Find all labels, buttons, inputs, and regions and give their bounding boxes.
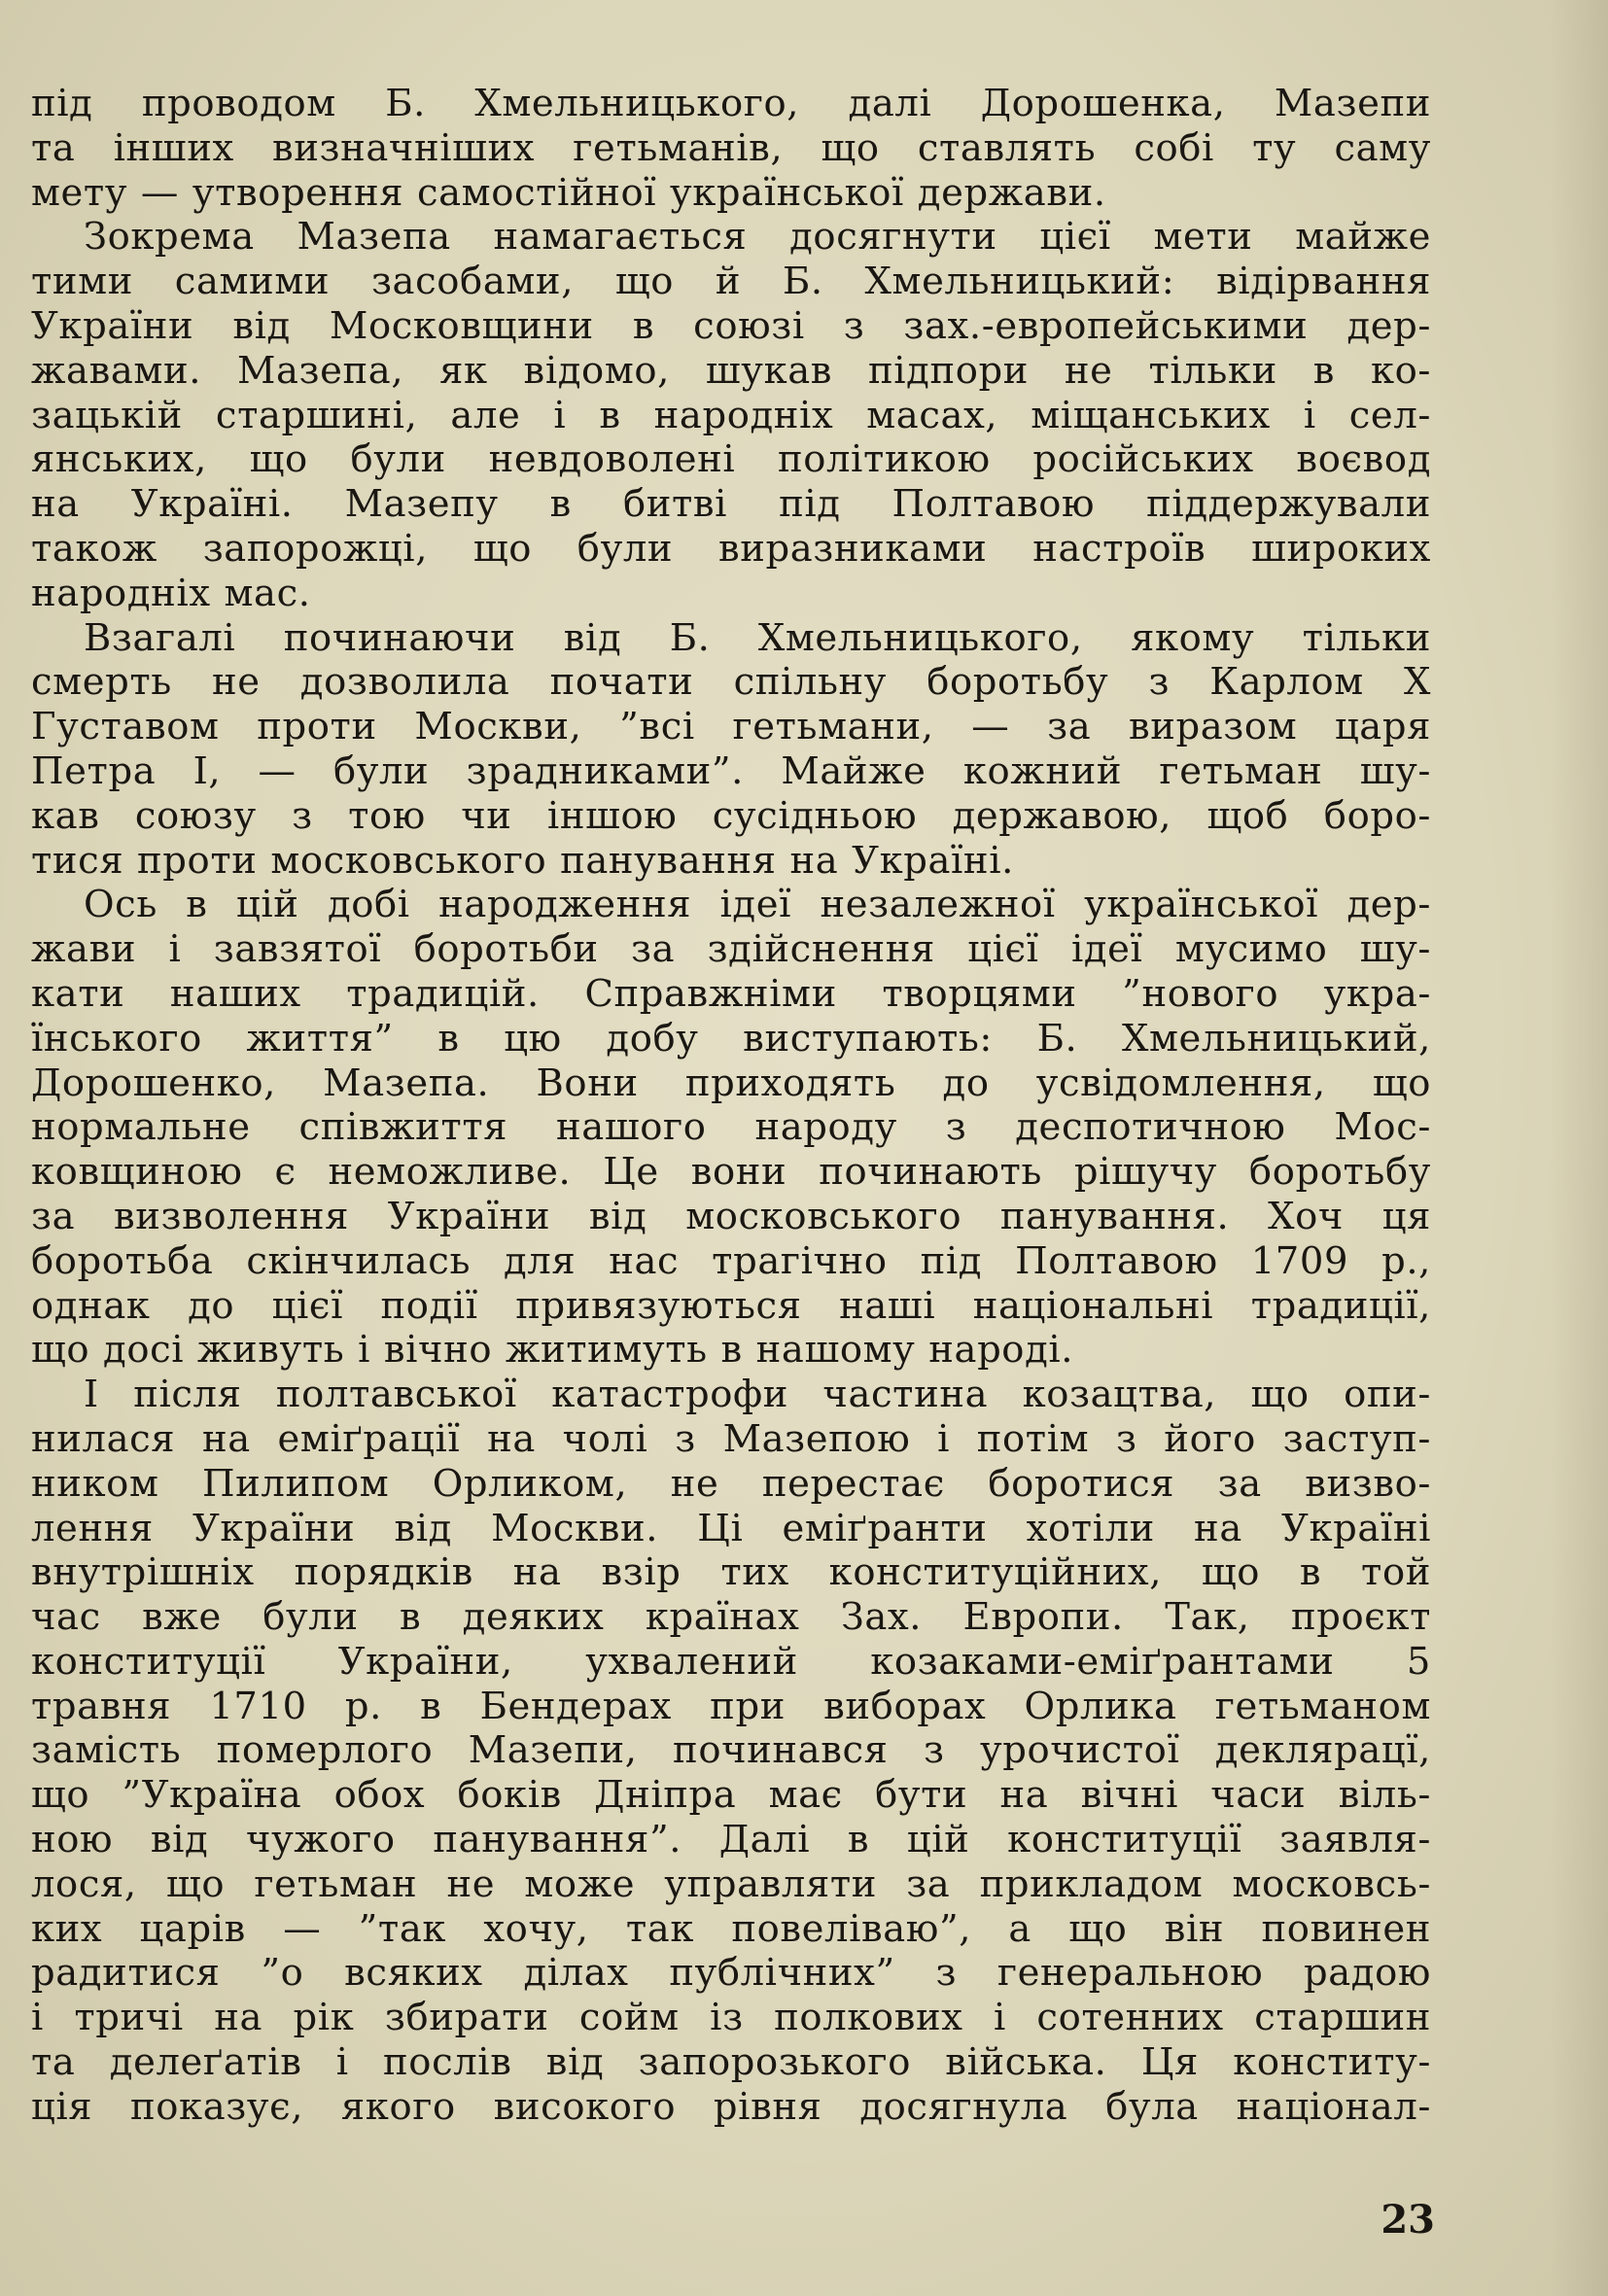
text-line: України від Московщини в союзі з зах.-европейськими дер- <box>31 303 1431 348</box>
text-line: що досі живуть і вічно житимуть в нашому народі. <box>31 1328 1074 1373</box>
text-line: зацькій старшині, але і в народніх масах, міщанських і сел- <box>31 393 1431 437</box>
text-line: ником Пилипом Орликом, не перестає боротися за визво- <box>31 1461 1431 1506</box>
text-line: Взагалі починаючи від Б. Хмельницького, якому тільки <box>84 615 1431 660</box>
text-line: ною від чужого панування”. Далі в цій конституції заявля- <box>31 1818 1431 1862</box>
text-line: замість померлого Мазепи, починався з урочистої деклярацї, <box>31 1728 1431 1773</box>
text-line: янських, що були невдоволені політикою російських воєвод <box>31 437 1431 482</box>
text-line: що ”Україна обох боків Дніпра має бути на вічні часи віль- <box>31 1773 1431 1818</box>
text-line: ція показує, якого високого рівня досягнула була націонал- <box>31 2084 1431 2129</box>
text-line: на Україні. Мазепу в битві під Полтавою піддержували <box>31 482 1431 527</box>
text-line: під проводом Б. Хмельницького, далі Дорошенка, Мазепи <box>31 82 1431 125</box>
body-text <box>31 82 1431 2130</box>
text-line: їнського життя” в цю добу виступають: Б. Хмельницький, <box>31 1016 1431 1061</box>
text-line: кав союзу з тою чи іншою сусідньою державою, щоб боро- <box>31 793 1431 838</box>
text-line: внутрішніх порядків на взір тих конституційних, що в той <box>31 1550 1431 1595</box>
text-line: смерть не дозволила почати спільну боротьбу з Карлом X <box>31 660 1431 705</box>
text-line: Густавом проти Москви, ”всі гетьмани, — за виразом царя <box>31 705 1431 749</box>
text-line: та інших визначніших гетьманів, що ставлять собі ту саму <box>31 125 1431 170</box>
text-line: Ось в цій добі народження ідеї незалежної української дер- <box>84 883 1431 927</box>
text-line: нилася на еміґрації на чолі з Мазепою і потім з його заступ- <box>31 1416 1431 1461</box>
text-line: конституції України, ухвалений козаками-еміґрантами 5 <box>31 1639 1431 1684</box>
text-line: Зокрема Мазепа намагається досягнути цієї мети майже <box>84 215 1431 260</box>
text-line: травня 1710 р. в Бендерах при виборах Орлика гетьманом <box>31 1684 1431 1728</box>
text-line: жавами. Мазепа, як відомо, шукав підпори не тільки в ко- <box>31 348 1431 393</box>
text-line: кати наших традицій. Справжніми творцями ”нового укра- <box>31 971 1431 1016</box>
text-line: боротьба скінчилась для нас трагічно під Полтавою 1709 р., <box>31 1238 1431 1283</box>
text-line: тися проти московського панування на Україні. <box>31 838 1014 883</box>
page-number: 23 <box>1381 2197 1435 2243</box>
text-line: ких царів — ”так хочу, так повеліваю”, а що він повинен <box>31 1906 1431 1951</box>
text-line: лося, що гетьман не може управляти за прикладом московсь- <box>31 1861 1431 1906</box>
text-line: ковщиною є неможливе. Це вони починають рішучу боротьбу <box>31 1150 1431 1195</box>
text-line: та делеґатів і послів від запорозького війська. Ця конститу- <box>31 2040 1431 2085</box>
text-line: також запорожці, що були виразниками настроїв широких <box>31 526 1431 571</box>
text-line: тими самими засобами, що й Б. Хмельницький: відірвання <box>31 260 1431 304</box>
text-line: за визволення України від московського панування. Хоч ця <box>31 1194 1431 1238</box>
text-line: Дорошенко, Мазепа. Вони приходять до усвідомлення, що <box>31 1061 1431 1105</box>
text-line: нормальне співжиття нашого народу з деспотичною Мос- <box>31 1105 1431 1150</box>
text-line: лення України від Москви. Ці еміґранти хотіли на Україні <box>31 1506 1431 1550</box>
text-line: жави і завзятої боротьби за здійснення цієї ідеї мусимо шу- <box>31 927 1431 972</box>
text-line: радитися ”о всяких ділах публічних” з генеральною радою <box>31 1951 1431 1996</box>
text-line: І після полтавської катастрофи частина козацтва, що опи- <box>84 1373 1431 1417</box>
text-line: і тричі на рік збирати сойм із полкових і сотенних старшин <box>31 1996 1431 2040</box>
text-line: народніх мас. <box>31 571 311 615</box>
page-edge-shadow <box>1550 0 1608 2296</box>
text-line: однак до цієї події привязуються наші національні традиції, <box>31 1283 1431 1328</box>
text-line: Петра I, — були зрадниками”. Майже кожний гетьман шу- <box>31 748 1431 793</box>
text-line: мету — утворення самостійної української держави. <box>31 170 1106 215</box>
text-line: час вже були в деяких країнах Зах. Европи. Так, проєкт <box>31 1595 1431 1640</box>
